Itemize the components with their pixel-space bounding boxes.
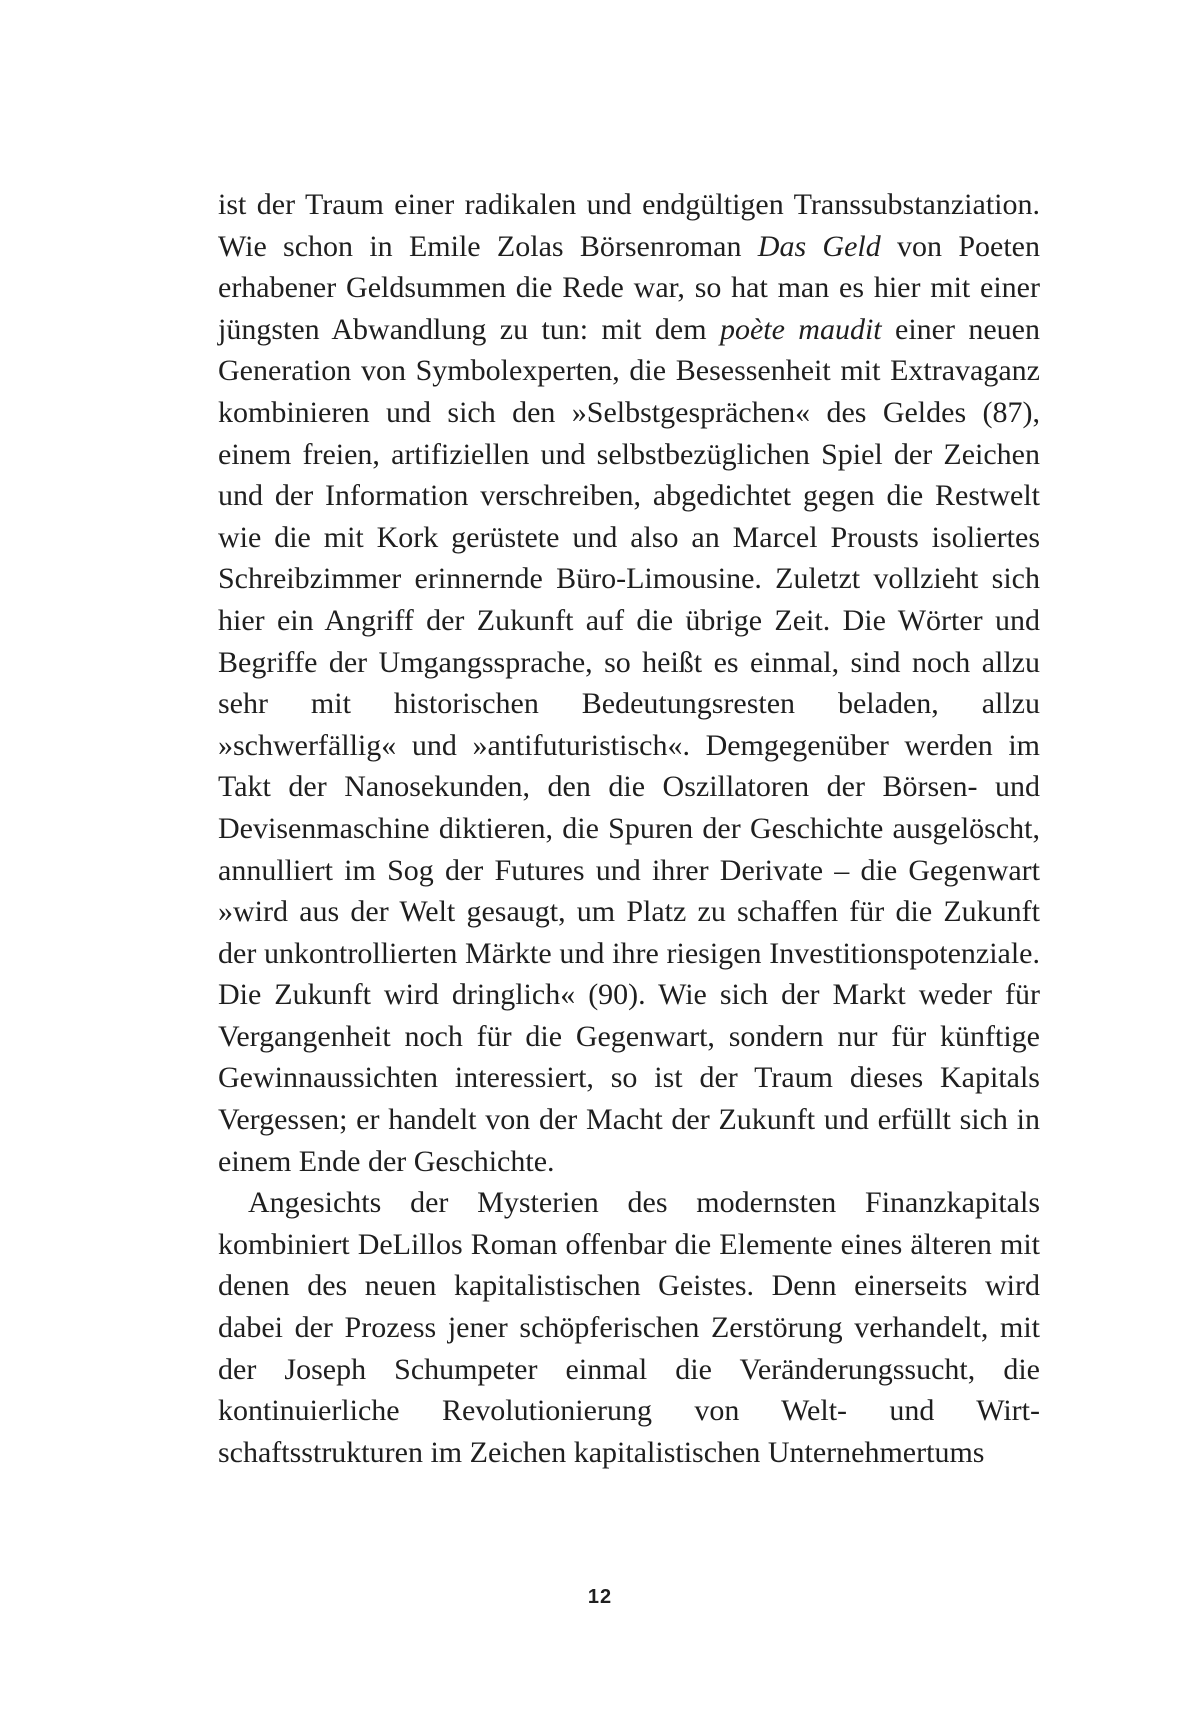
body-text	[218, 184, 1040, 1473]
paragraph-2: Angesichts der Mysterien des modernsten Finanzkapitals kombiniert DeLillos Roman offenbar die Elemente eines älteren mit denen des neuen kapitalistischen Geistes. Denn einerseits wird dabei der Prozess jener schöpferischen Zerstörung verhandelt, mit der Joseph Schumpeter einmal die Veränderungssucht, die kontinuierliche Revolutionierung von Welt- und Wirtschaftsstrukturen im Zeichen kapitalistischen Unternehmertums	[218, 1186, 1040, 1469]
paragraph-1	[218, 184, 1040, 1182]
paragraph-1-part-1: ist der Traum einer radikalen und endgültigen Transsubstanziation. Wie schon in Emile Zolas Börsenroman	[218, 188, 1040, 263]
paragraph-1-part-3: einer neuen Generation von Symbolexperten, die Besessenheit mit Extravaganz kombinieren und sich den »Selbstgesprächen« des Geldes (87), einem freien, artifiziellen und selbstbezüglichen Spiel der Zeichen und der Information verschreiben, abgedichtet gegen die Restwelt wie die mit Kork gerüstete und also an Marcel Prousts isoliertes Schreibzimmer erinnernde Büro-Limousine. Zuletzt vollzieht sich hier ein Angriff der Zukunft auf die übrige Zeit. Die Wörter und Begriffe der Umgangssprache, so heißt es einmal, sind noch allzu sehr mit historischen Bedeutungsresten beladen, allzu »schwerfällig« und »antifuturistisch«. Demgegenüber werden im Takt der Nanosekunden, den die Oszillatoren der Börsen- und Devisenmaschine diktieren, die Spuren der Geschichte ausgelöscht, annulliert im Sog der Futures und ihrer Derivate – die Gegenwart »wird aus der Welt gesaugt, um Platz zu schaffen für die Zukunft der unkontrollierten Märkte und ihre riesigen Investitionspotenziale. Die Zukunft wird dringlich« (90). Wie sich der Markt weder für Vergangenheit noch für die Gegenwart, sondern nur für künftige Gewinnaussichten interessiert, so ist der Traum dieses Kapitals Vergessen; er handelt von der Macht der Zukunft und erfüllt sich in einem Ende der Geschichte.	[218, 312, 1040, 1178]
paragraph-1-part-2: von Poeten erhabener Geldsummen die Rede war, so hat man es hier mit einer jüngsten Abwandlung zu tun: mit dem	[218, 229, 1040, 346]
page-number: 12	[587, 1586, 613, 1608]
italic-poete-maudit: poète maudit	[719, 312, 882, 346]
book-title-das-geld: Das Geld	[757, 229, 881, 263]
